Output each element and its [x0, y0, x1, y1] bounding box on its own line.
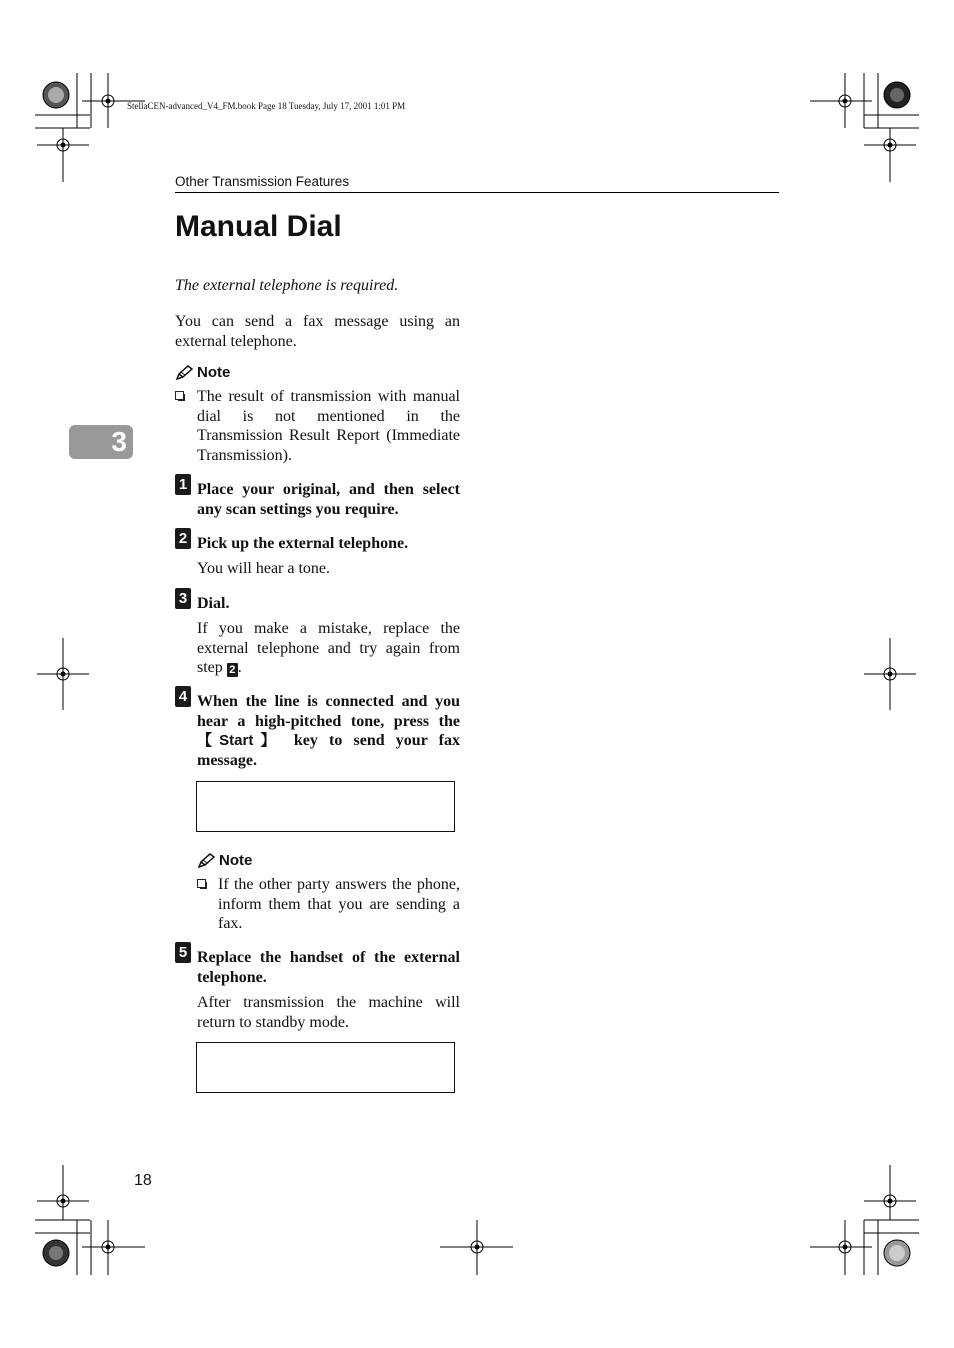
lcd-line-1 — [198, 1091, 454, 1093]
step-2-body: You will hear a tone. — [197, 560, 331, 577]
checkbox-icon — [197, 879, 206, 888]
section-header: Other Transmission Features — [175, 174, 350, 189]
step-ref-badge: 2 — [227, 663, 238, 677]
step-number-badge: 1 — [175, 474, 191, 495]
step-4-heading: When the line is connected and you hear a high-pitched tone, press the 【Start】 key to send your fax message. — [197, 693, 460, 769]
note-item-text: If the other party answers the phone, inform them that you are sending a fax. — [218, 876, 460, 933]
note-heading — [197, 852, 252, 869]
step-number-badge: 2 — [175, 528, 191, 549]
lcd-display-dialing — [196, 781, 455, 832]
note-label: Note — [197, 364, 231, 381]
lcd-line-1 — [198, 830, 454, 832]
pencil-note-icon — [175, 365, 193, 381]
note-item — [197, 875, 460, 934]
note-label: Note — [219, 852, 253, 869]
prerequisite-text: The external telephone is required. — [175, 277, 399, 294]
step-number-badge: 5 — [175, 942, 191, 963]
checkbox-icon — [175, 391, 184, 400]
intro-text: You can send a fax message using an external telephone. — [175, 313, 460, 350]
page-title: Manual Dial — [175, 210, 342, 243]
note-heading — [175, 364, 230, 381]
file-header: StellaCEN-advanced_V4_FM.book Page 18 Tuesday, July 17, 2001 1:01 PM — [127, 101, 406, 111]
note-item-text: The result of transmission with manual dial is not mentioned in the Transmission Result Report (Immediate Transmission). — [197, 388, 460, 464]
step-3-heading: Dial. — [197, 595, 230, 612]
pencil-note-icon — [197, 853, 215, 869]
start-key-label: 【Start】 — [197, 732, 283, 750]
step-number-badge: 3 — [175, 588, 191, 609]
step-3-body: If you make a mistake, replace the external telephone and try again from step 2 . — [197, 620, 460, 677]
step-5-heading: Replace the handset of the external telephone. — [197, 949, 460, 986]
chapter-tab: 3 — [69, 425, 133, 459]
step-number-badge: 4 — [175, 686, 191, 707]
step-2-heading: Pick up the external telephone. — [197, 535, 409, 552]
step-5-body: After transmission the machine will return to standby mode. — [197, 994, 460, 1031]
lcd-display-ready — [196, 1042, 455, 1093]
step-1-heading: Place your original, and then select any scan settings you require. — [197, 481, 460, 518]
header-rule — [175, 192, 779, 193]
note-item — [175, 387, 460, 465]
page-number: 18 — [134, 1172, 152, 1189]
